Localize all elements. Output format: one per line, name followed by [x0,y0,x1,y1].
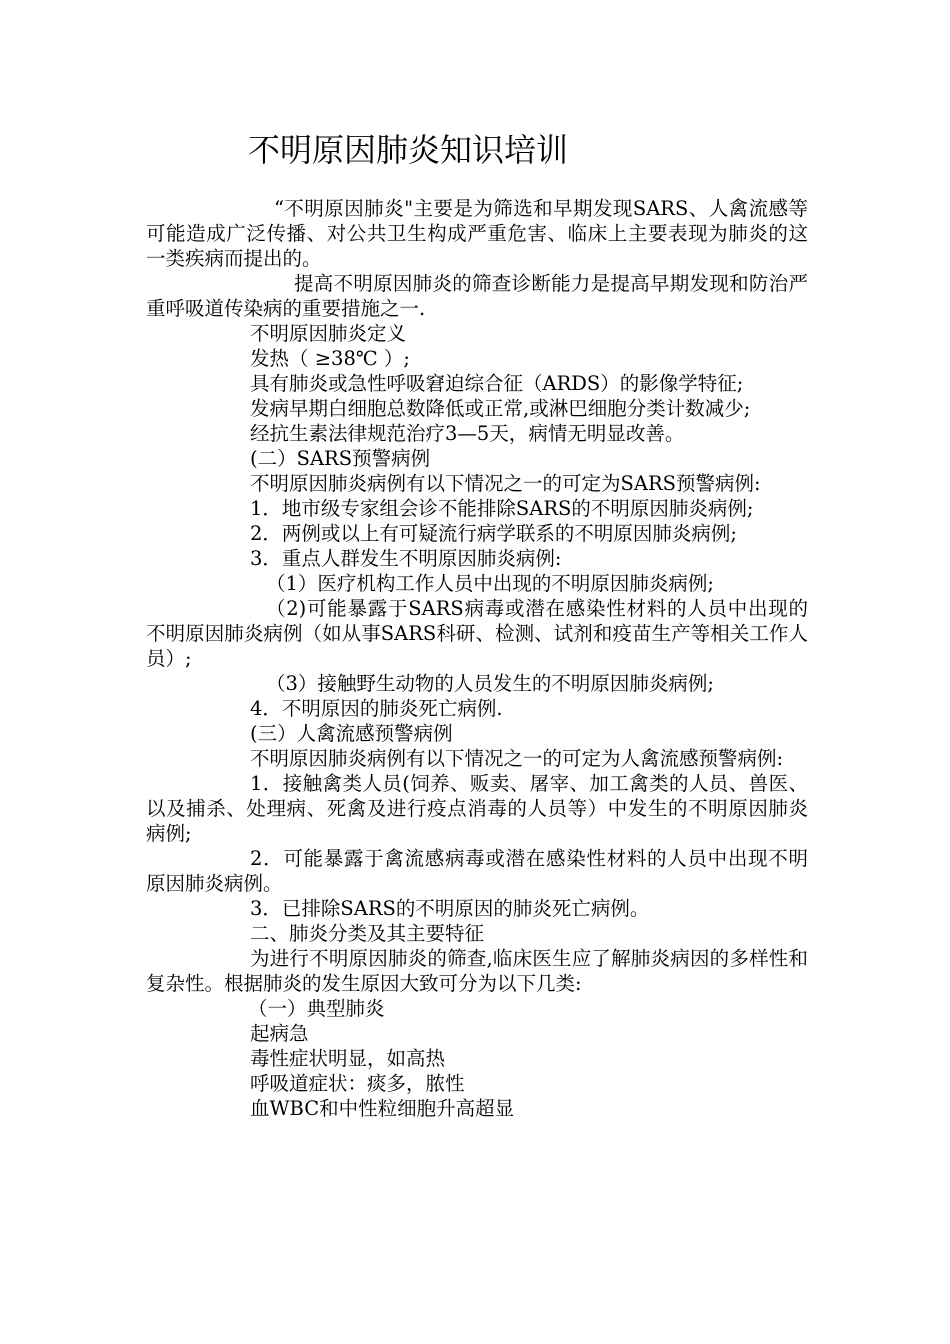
paragraph: （2)可能暴露于SARS病毒或潜在感染性材料的人员中出现的不明原因肺炎病例（如从事SARS科研、检测、试剂和疫苗生产等相关工作人员）; [146,597,808,670]
paragraph: （3）接触野生动物的人员发生的不明原因肺炎病例; [266,672,714,695]
paragraph: 发热（ ≥38℃ ）; [250,347,410,370]
paragraph: 毒性症状明显，如高热 [250,1047,446,1070]
paragraph: 血WBC和中性粒细胞升高超显 [250,1097,515,1120]
paragraph: (三）人禽流感预警病例 [250,722,453,745]
paragraph: 不明原因肺炎病例有以下情况之一的可定为人禽流感预警病例: [250,747,784,770]
paragraph: 3．重点人群发生不明原因肺炎病例: [250,547,562,570]
paragraph: 2．可能暴露于禽流感病毒或潜在感染性材料的人员中出现不明原因肺炎病例。 [146,847,808,895]
paragraph: 不明原因肺炎定义 [250,322,407,345]
document-title: 不明原因肺炎知识培训 [248,131,569,169]
paragraph: 提高不明原因肺炎的筛查诊断能力是提高早期发现和防治严重呼吸道传染病的重要措施之一. [146,272,808,320]
paragraph: （一）典型肺炎 [248,997,385,1020]
paragraph: 具有肺炎或急性呼吸窘迫综合征（ARDS）的影像学特征; [250,372,744,395]
paragraph: （1）医疗机构工作人员中出现的不明原因肺炎病例; [266,572,714,595]
paragraph: 3．已排除SARS的不明原因的肺炎死亡病例。 [250,897,650,920]
paragraph: 1．接触禽类人员(饲养、贩卖、屠宰、加工禽类的人员、兽医、以及捕杀、处理病、死禽及进行疫点消毒的人员等）中发生的不明原因肺炎病例; [146,772,808,845]
paragraph: 为进行不明原因肺炎的筛查,临床医生应了解肺炎病因的多样性和复杂性。根据肺炎的发生原因大致可分为以下几类: [146,947,808,995]
paragraph: 二、肺炎分类及其主要特征 [250,922,485,945]
paragraph: 1．地市级专家组会诊不能排除SARS的不明原因肺炎病例; [250,497,754,520]
paragraph: 不明原因肺炎病例有以下情况之一的可定为SARS预警病例: [250,472,761,495]
paragraph: 经抗生素法律规范治疗3—5天，病情无明显改善。 [250,422,685,445]
paragraph: 起病急 [250,1022,309,1045]
document-body [146,196,808,1121]
paragraph: “不明原因肺炎"主要是为筛选和早期发现SARS、人禽流感等可能造成广泛传播、对公共卫生构成严重危害、临床上主要表现为肺炎的这一类疾病而提出的。 [146,197,808,270]
paragraph: 4．不明原因的肺炎死亡病例. [250,697,503,720]
paragraph: 发病早期白细胞总数降低或正常,或淋巴细胞分类计数减少; [250,397,751,420]
paragraph: 2．两例或以上有可疑流行病学联系的不明原因肺炎病例; [250,522,737,545]
paragraph: (二）SARS预警病例 [250,447,431,470]
paragraph: 呼吸道症状：痰多，脓性 [250,1072,465,1095]
